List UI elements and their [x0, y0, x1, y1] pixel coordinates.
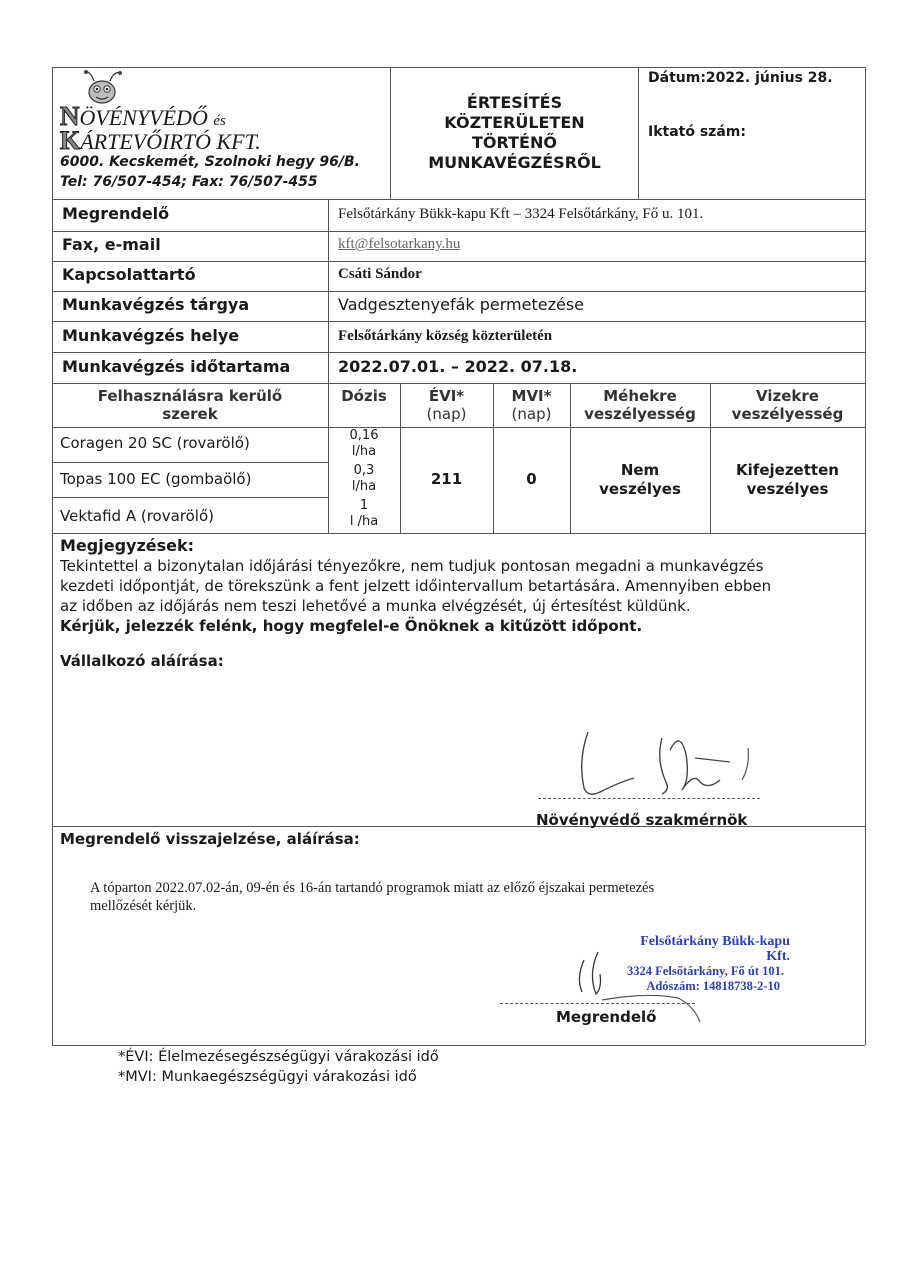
title-line4: MUNKAVÉGZÉSRŐL: [428, 153, 601, 172]
agent-row-2: Topas 100 EC (gombaölő): [60, 470, 252, 488]
col-header-bee-hazard: [570, 387, 710, 423]
contact-label: Kapcsolattartó: [62, 265, 196, 284]
agent-row-3: Vektafid A (rovarölő): [60, 507, 214, 525]
water-hazard-value: [710, 461, 865, 499]
subject-label: Munkavégzés tárgya: [62, 295, 250, 314]
dose-row-1-value: 0,16: [349, 428, 379, 443]
duration-label: Munkavégzés időtartama: [62, 357, 291, 376]
dose-row-2-unit: l/ha: [351, 479, 377, 494]
stamp-line-1: Felsőtárkány Bükk-kapu Kft.: [640, 934, 790, 964]
dose-row-3-value: 1: [359, 498, 369, 513]
col-header-agents-l2: szerek: [162, 405, 218, 423]
title-line3: TÖRTÉNŐ: [472, 133, 557, 152]
notes-line-2: kezdeti időpontját, de törekszünk a fent jelzett időintervallum betartására. Amennyiben ebben: [60, 577, 772, 595]
col-header-water-l2: veszélyesség: [731, 405, 844, 423]
dose-row-2-value: 0,3: [353, 463, 375, 478]
date-field: [648, 70, 833, 86]
feedback-text-l2: mellőzését kérjük.: [90, 898, 197, 914]
contractor-role: Növényvédő szakmérnök: [536, 811, 748, 829]
dose-row-1: [328, 428, 400, 460]
col-header-agents-l1: Felhasználásra kerülő: [97, 387, 283, 405]
water-hazard-l2: veszélyes: [746, 480, 829, 498]
notes-body: [60, 556, 860, 636]
feedback-text-l1: A tóparton 2022.07.02-án, 09-én és 16-án tartandó programok miatt az előző éjszakai permetezés: [90, 880, 655, 896]
notes-line-1: Tekintettel a bizonytalan időjárási tényezőkre, nem tudjuk pontosan megadni a munkavégzés: [60, 557, 764, 575]
dose-row-2: [328, 463, 400, 495]
dose-row-1-unit: l/ha: [351, 444, 377, 459]
company-address: 6000. Kecskemét, Szolnoki hegy 96/B.: [60, 154, 360, 170]
fax-email-label: Fax, e-mail: [62, 235, 161, 254]
contractor-signature: [570, 720, 770, 815]
registration-number-label: Iktató szám:: [648, 124, 746, 140]
evi-value: 211: [430, 470, 463, 488]
feedback-label: Megrendelő visszajelzése, aláírása:: [60, 830, 360, 848]
notes-label: Megjegyzések:: [60, 536, 195, 555]
title-line2: KÖZTERÜLETEN: [444, 113, 585, 132]
stamp-line-3: Adószám: 14818738-2-10: [646, 979, 780, 993]
water-hazard-l1: Kifejezetten: [736, 461, 839, 479]
email-link[interactable]: kft@felsotarkany.hu: [338, 236, 461, 252]
dose-row-3: [328, 498, 400, 530]
customer-signature-label: Megrendelő: [556, 1008, 657, 1026]
company-phone: Tel: 76/507-454; Fax: 76/507-455: [60, 174, 318, 190]
col-header-bee-l1: Méhekre: [603, 387, 677, 405]
mvi-value: 0: [526, 470, 537, 488]
col-header-water-hazard: [710, 387, 865, 423]
contact-value: Csáti Sándor: [338, 266, 422, 282]
col-header-agents: [52, 387, 328, 423]
col-header-mvi-l2: (nap): [511, 405, 552, 423]
dose-row-3-unit: l /ha: [349, 514, 379, 529]
date-label: Dátum:: [648, 70, 706, 86]
handwritten-signature-icon: [570, 720, 770, 815]
place-label: Munkavégzés helye: [62, 326, 240, 345]
col-header-evi-l1: ÉVI*: [428, 387, 465, 405]
col-header-dose: Dózis: [341, 387, 387, 405]
col-header-evi-l2: (nap): [426, 405, 467, 423]
contractor-signature-label: Vállalkozó aláírása:: [60, 652, 224, 670]
col-header-evi: [400, 387, 493, 423]
company-name-line1: [60, 103, 390, 129]
company-name-and: és: [213, 113, 226, 129]
footnote-mvi: *MVI: Munkaegészségügyi várakozási idő: [118, 1069, 417, 1085]
feedback-text: [90, 879, 850, 915]
col-header-mvi: [493, 387, 570, 423]
company-initial-n: N: [60, 101, 80, 131]
document-title: [391, 93, 638, 173]
title-line1: ÉRTESÍTÉS: [466, 93, 563, 112]
company-name-part1: ÖVÉNYVÉDŐ: [79, 105, 208, 130]
footnote-evi: *ÉVI: Élelmezésegészségügyi várakozási idő: [118, 1049, 439, 1065]
notes-line-3: az időben az időjárás nem teszi lehetővé a munka elvégzését, új értesítést küldünk.: [60, 597, 691, 615]
company-name-line2: [60, 126, 390, 155]
customer-value: Felsőtárkány Bükk-kapu Kft – 3324 Felsőtárkány, Fő u. 101.: [338, 206, 704, 222]
notes-request: Kérjük, jelezzék felénk, hogy megfelel-e Önöknek a kitűzött időpont.: [60, 617, 643, 635]
place-value: Felsőtárkány község közterületén: [338, 328, 553, 344]
subject-value: Vadgesztenyefák permetezése: [338, 295, 585, 314]
customer-label: Megrendelő: [62, 204, 170, 223]
footnotes: [118, 1047, 439, 1087]
bee-hazard-value: [570, 461, 710, 499]
bee-hazard-l1: Nem: [620, 461, 660, 479]
stamp-line-2: 3324 Felsőtárkány, Fő út 101.: [627, 964, 784, 978]
agent-row-1: Coragen 20 SC (rovarölő): [60, 434, 250, 452]
duration-value: 2022.07.01. – 2022. 07.18.: [338, 357, 578, 376]
col-header-bee-l2: veszélyesség: [584, 405, 696, 423]
company-initial-k: K: [60, 126, 81, 155]
bee-hazard-l2: veszélyes: [599, 480, 681, 498]
company-name-part2: ÁRTEVŐIRTÓ KFT.: [80, 129, 261, 154]
date-value: 2022. június 28.: [705, 70, 833, 86]
col-header-water-l1: Vizekre: [756, 387, 819, 405]
col-header-mvi-l1: MVI*: [511, 387, 552, 405]
